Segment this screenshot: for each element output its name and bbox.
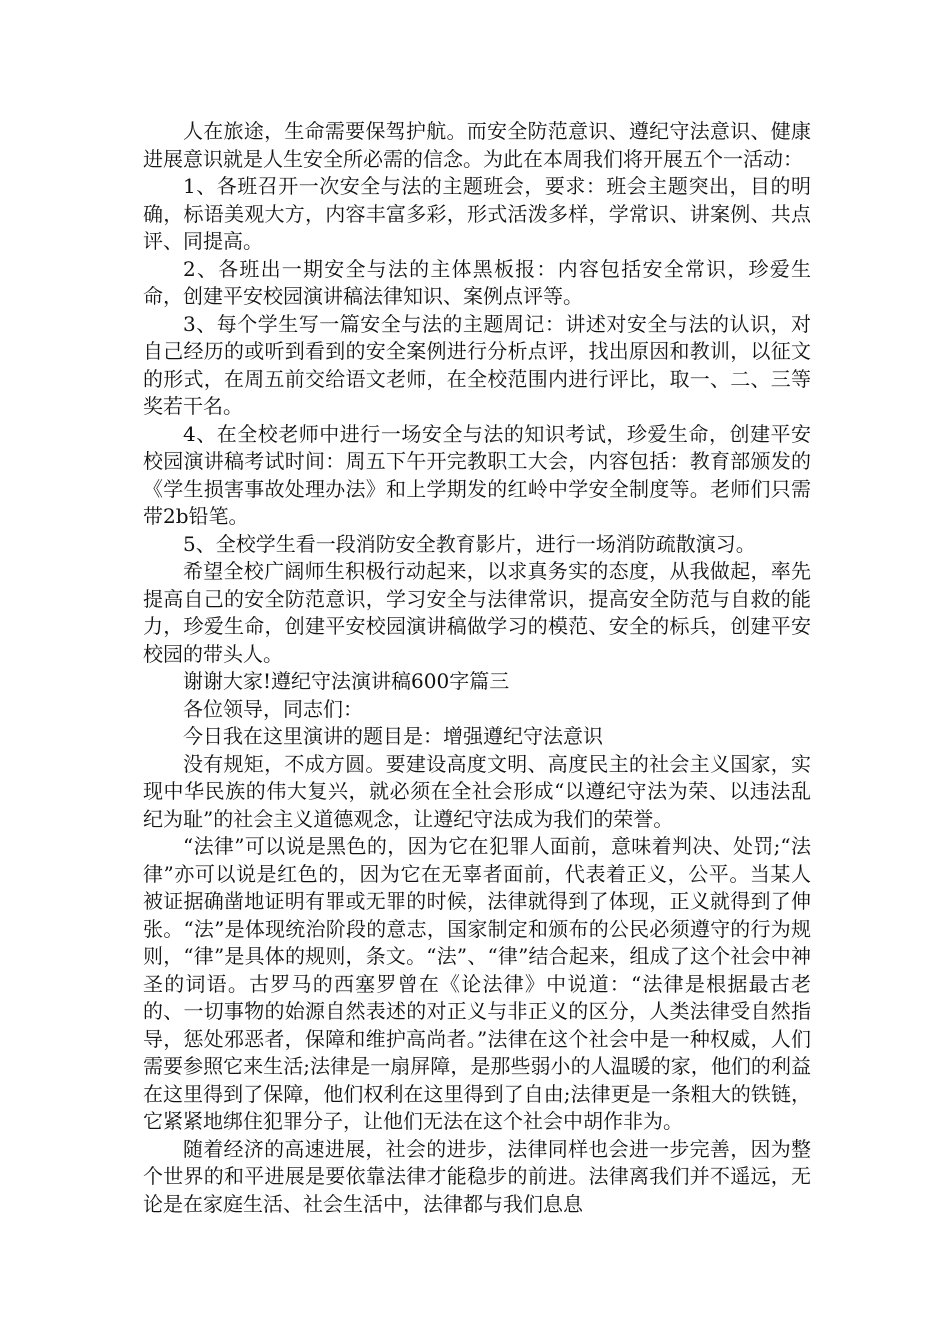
paragraph-item-3: 3、每个学生写一篇安全与法的主题周记：讲述对安全与法的认识，对自己经历的或听到看到的安全案例进行分析点评，找出原因和教训，以征文的形式，在周五前交给语文老师，在全校范围内进行评比，取一、二、三等奖若干名。: [143, 311, 811, 418]
paragraph-item-5: 5、全校学生看一段消防安全教育影片，进行一场消防疏散演习。: [183, 531, 756, 556]
paragraph-item-1: 1、各班召开一次安全与法的主题班会，要求：班会主题突出，目的明确，标语美观大方，内容丰富多彩，形式活泼多样，学常识、讲案例、共点评、同提高。: [143, 174, 811, 253]
document-body: [143, 118, 811, 1218]
paragraph-item-4: 4、在全校老师中进行一场安全与法的知识考试，珍爱生命，创建平安校园演讲稿考试时间：周五下午开完教职工大会，内容包括：教育部颁发的《学生损害事故处理办法》和上学期发的红岭中学安全制度等。老师们只需带2b铅笔。: [143, 421, 811, 528]
salutation: 各位领导，同志们：: [183, 696, 363, 721]
paragraph-appeal: 希望全校广阔师生积极行动起来，以求真务实的态度，从我做起，率先提高自己的安全防范意识，学习安全与法律常识，提高安全防范与自救的能力，珍爱生命，创建平安校园演讲稿做学习的模范、安全的标兵，创建平安校园的带头人。: [143, 559, 811, 666]
paragraph-rules: 没有规矩，不成方圆。要建设高度文明、高度民主的社会主义国家，实现中华民族的伟大复兴，就必须在全社会形成“以遵纪守法为荣、以违法乱纪为耻”的社会主义道德观念，让遵纪守法成为我们的荣誉。: [143, 751, 811, 831]
paragraph-item-2: 2、各班出一期安全与法的主体黑板报：内容包括安全常识，珍爱生命，创建平安校园演讲稿法律知识、案例点评等。: [143, 256, 811, 308]
paragraph-intro: 人在旅途，生命需要保驾护航。而安全防范意识、遵纪守法意识、健康进展意识就是人生安全所必需的信念。为此在本周我们将开展五个一活动：: [143, 119, 811, 171]
section-heading: 谢谢大家!遵纪守法演讲稿600字篇三: [183, 669, 510, 693]
paragraph-law: “法律”可以说是黑色的，因为它在犯罪人面前，意味着判决、处罚;“法律”亦可以说是红色的，因为它在无辜者面前，代表着正义，公平。当某人被证据确凿地证明有罪或无罪的时候，法律就得到了体现，正义就得到了伸张。“法”是体现统治阶段的意志，国家制定和颁布的公民必须遵守的行为规则，“律”是具体的规则，条文。“法”、“律”结合起来，组成了这个社会中神圣的词语。古罗马的西塞罗曾在《论法律》中说道：“法律是根据最古老的、一切事物的始源自然表述的对正义与非正义的区分，人类法律受自然指导，惩处邪恶者，保障和维护高尚者。”法律在这个社会中是一种权威，人们需要参照它来生活;法律是一扇屏障，是那些弱小的人温暖的家，他们的利益在这里得到了保障，他们权利在这里得到了自由;法律更是一条粗大的铁链，它紧紧地绑住犯罪分子，让他们无法在这个社会中胡作非为。: [143, 834, 811, 1133]
paragraph-development: 随着经济的高速进展，社会的进步，法律同样也会进一步完善，因为整个世界的和平进展是要依靠法律才能稳步的前进。法律离我们并不遥远，无论是在家庭生活、社会生活中，法律都与我们息息: [143, 1136, 811, 1216]
speech-topic: 今日我在这里演讲的题目是：增强遵纪守法意识: [183, 724, 603, 748]
